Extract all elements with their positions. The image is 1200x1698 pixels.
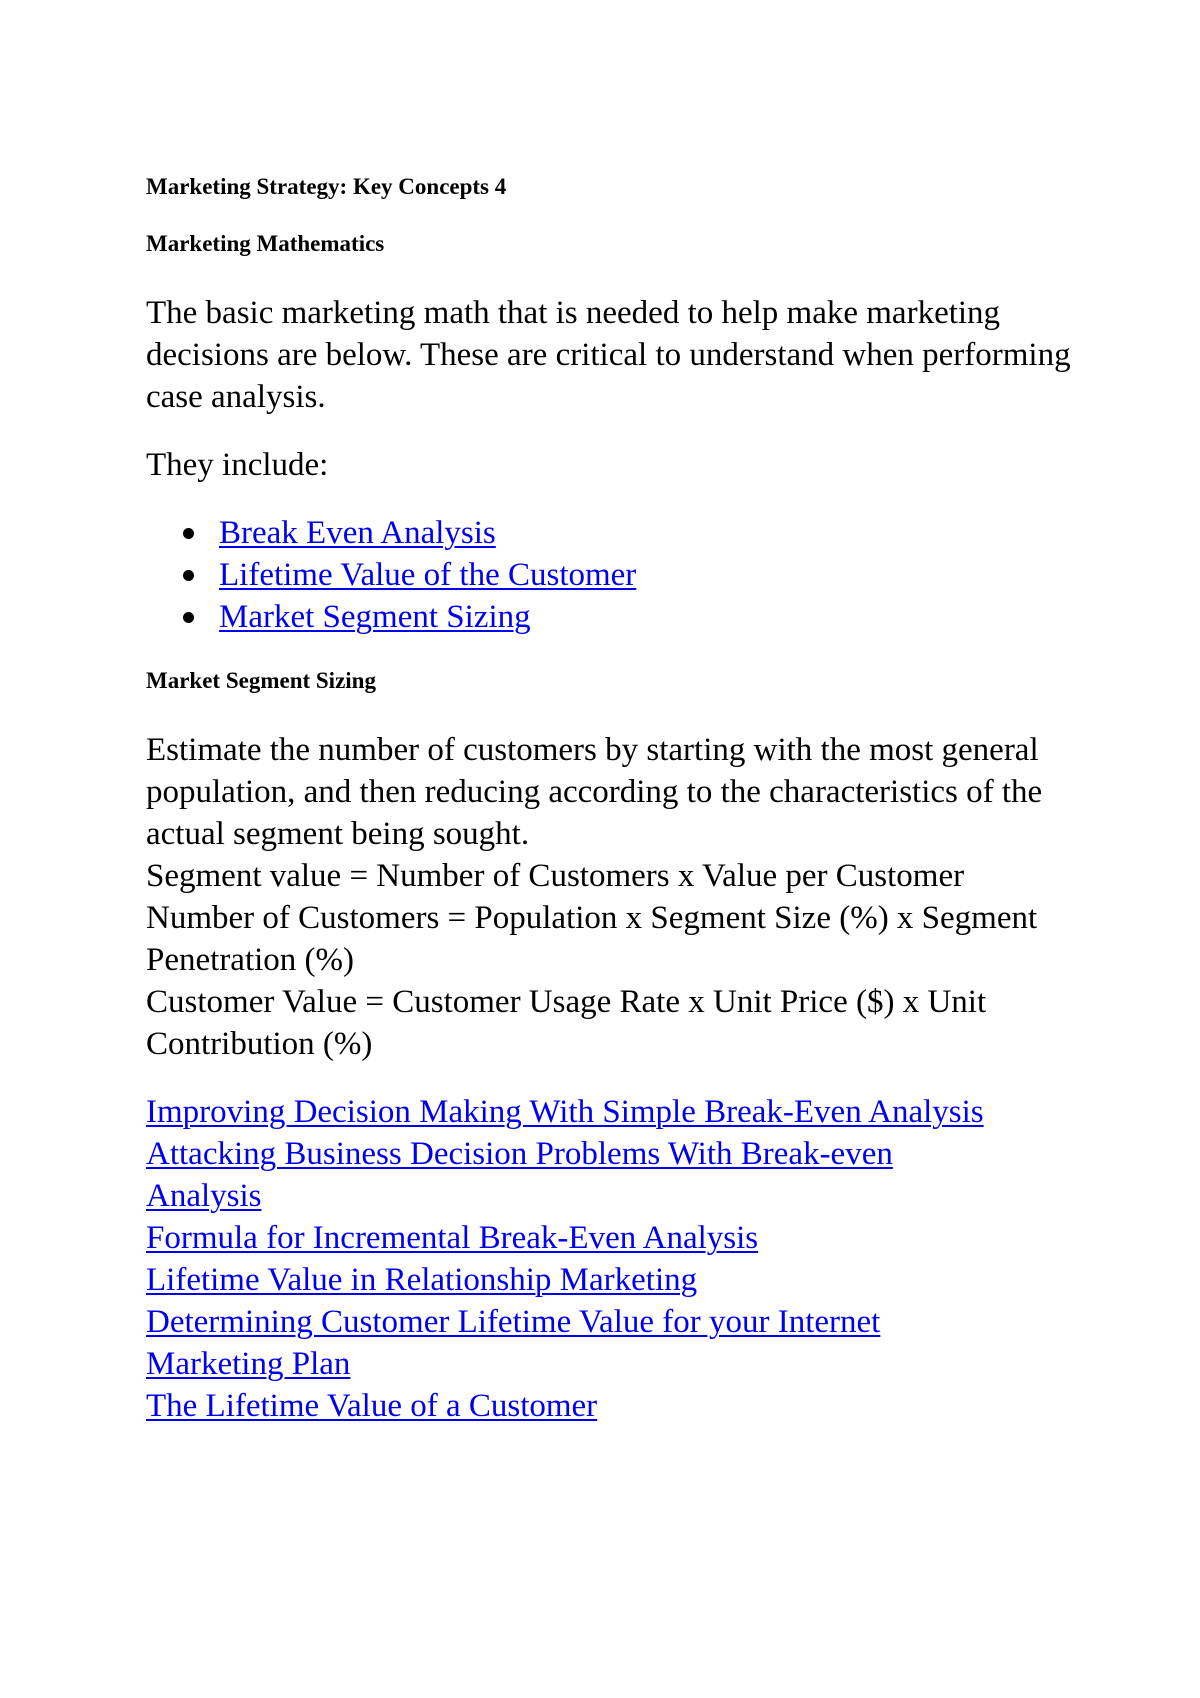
topic-link-lifetime-value[interactable]: Lifetime Value of the Customer <box>219 557 637 593</box>
section-title: Marketing Mathematics <box>146 231 385 256</box>
include-label: They include: <box>146 447 329 483</box>
related-links <box>146 1091 986 1427</box>
link-determining-customer-lifetime-value[interactable]: Determining Customer Lifetime Value for your Internet Marketing Plan <box>146 1304 881 1382</box>
topic-list <box>146 512 1086 638</box>
bullet-icon <box>183 570 194 581</box>
intro-paragraph: The basic marketing math that is needed to help make marketing decisions are below. These are critical to understand when performing case analysis. <box>146 295 1071 415</box>
formula-segment-value: Segment value = Number of Customers x Value per Customer <box>146 858 965 894</box>
list-item <box>146 596 1086 638</box>
topic-link-break-even[interactable]: Break Even Analysis <box>219 515 496 551</box>
list-item <box>146 554 1086 596</box>
link-incremental-break-even[interactable]: Formula for Incremental Break-Even Analysis <box>146 1220 759 1256</box>
document-title: Marketing Strategy: Key Concepts 4 <box>146 174 507 199</box>
link-attacking-business-decision[interactable]: Attacking Business Decision Problems With Break-even Analysis <box>146 1136 893 1214</box>
segment-description: Estimate the number of customers by starting with the most general population, and then reducing according to the characteristics of the actual segment being sought. <box>146 732 1043 852</box>
document-page <box>146 172 1086 1427</box>
link-lifetime-value-of-customer[interactable]: The Lifetime Value of a Customer <box>146 1388 598 1424</box>
formula-number-of-customers: Number of Customers = Population x Segment Size (%) x Segment Penetration (%) <box>146 900 1038 978</box>
segment-sizing-body <box>146 729 1086 1065</box>
link-lifetime-value-relationship[interactable]: Lifetime Value in Relationship Marketing <box>146 1262 698 1298</box>
segment-sizing-heading: Market Segment Sizing <box>146 668 376 693</box>
link-improving-decision-making[interactable]: Improving Decision Making With Simple Break-Even Analysis <box>146 1094 984 1130</box>
formula-customer-value: Customer Value = Customer Usage Rate x Unit Price ($) x Unit Contribution (%) <box>146 984 987 1062</box>
bullet-icon <box>183 528 194 539</box>
topic-link-segment-sizing[interactable]: Market Segment Sizing <box>219 599 531 635</box>
bullet-icon <box>183 612 194 623</box>
list-item <box>146 512 1086 554</box>
